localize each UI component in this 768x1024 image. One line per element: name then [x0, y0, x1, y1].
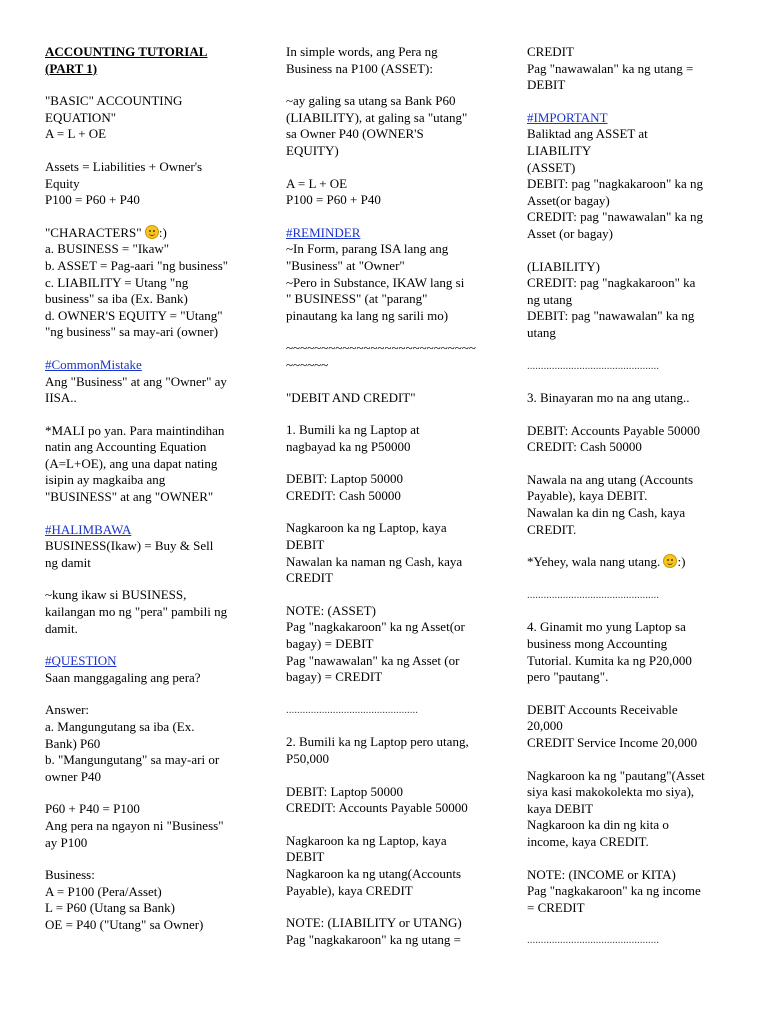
text-line: A = P100 (Pera/Asset)	[45, 883, 162, 899]
text-line: Answer:	[45, 702, 90, 718]
text-line: A = L + OE	[286, 175, 348, 191]
text-line: CREDIT: pag "nagkakaroon" ka	[527, 275, 696, 291]
text-line: A = L + OE	[45, 126, 107, 142]
text-line: Ang "Business" at ang "Owner" ay	[45, 373, 227, 389]
text-line: L = P60 (Utang sa Bank)	[45, 900, 175, 916]
text-line: owner P40	[45, 768, 101, 784]
text-line: ng utang	[527, 291, 573, 307]
text-paragraph	[45, 225, 250, 341]
text-paragraph	[527, 390, 727, 407]
text-line: Payable), kaya DEBIT.	[527, 488, 648, 504]
text-paragraph	[286, 603, 486, 686]
text-paragraph	[286, 784, 486, 817]
dotted-separator	[286, 702, 486, 719]
text-line: CREDIT: Accounts Payable 50000	[286, 800, 468, 816]
text-line: c. LIABILITY = Utang "ng	[45, 274, 189, 290]
text-line: Pag "nawawalan" ka ng utang =	[527, 60, 694, 76]
text-line: LIABILITY	[527, 142, 592, 158]
text-line: Nagkaroon ka ng Laptop, kaya	[286, 832, 447, 848]
text-paragraph	[286, 471, 486, 504]
text-line: CREDIT: Cash 50000	[527, 439, 642, 455]
text-line: pero "pautang".	[527, 669, 609, 685]
smiley-icon	[145, 225, 159, 239]
text-line: P100 = P60 + P40	[45, 192, 140, 208]
text-paragraph	[527, 619, 727, 685]
text-line: Equity	[45, 175, 80, 191]
text-line: Nagkaroon ka ng "pautang"(Asset	[527, 767, 705, 783]
text-line: CREDIT	[286, 570, 333, 586]
text-line: EQUITY)	[286, 142, 339, 158]
text-line: "BASIC" ACCOUNTING	[45, 93, 183, 109]
text-line: Bank) P60	[45, 735, 101, 751]
text-line: EQUATION"	[45, 109, 117, 125]
text-paragraph	[45, 801, 250, 851]
text-line: Assets = Liabilities + Owner's	[45, 158, 203, 174]
text-line: Saan manggagaling ang pera?	[45, 669, 201, 685]
dotted-separator	[527, 587, 727, 604]
text-line: NOTE: (INCOME or KITA)	[527, 866, 676, 882]
text-line: NOTE: (LIABILITY or UTANG)	[286, 915, 462, 931]
text-line: isipin ay magkaiba ang	[45, 472, 166, 488]
text-line: IISA..	[45, 390, 77, 406]
text-line: a. BUSINESS = "Ikaw"	[45, 241, 170, 257]
text-line: ng damit	[45, 554, 91, 570]
text-line: bagay) = DEBIT	[286, 636, 374, 652]
text-line: CREDIT	[527, 44, 574, 59]
text-paragraph	[286, 734, 486, 767]
text-line: ................................................	[286, 703, 418, 716]
text-line: *MALI po yan. Para maintindihan	[45, 422, 225, 438]
text-paragraph	[527, 423, 727, 456]
text-line: Nawala na ang utang (Accounts	[527, 471, 694, 487]
text-line: P50,000	[286, 751, 329, 766]
text-line: b. "Mangungutang" sa may-ari or	[45, 752, 220, 768]
text-line: Nawalan ka din ng Cash, kaya	[527, 505, 686, 521]
text-line: (LIABILITY), at galing sa "utang"	[286, 109, 468, 125]
text-paragraph	[45, 423, 250, 506]
text-paragraph	[527, 110, 727, 243]
text-line: OE = P40 ("Utang" sa Owner)	[45, 916, 204, 932]
text-paragraph	[527, 867, 727, 917]
text-line: P60 + P40 = P100	[45, 801, 140, 817]
text-line: DEBIT	[286, 537, 325, 553]
text-paragraph	[527, 554, 727, 571]
text-line: DEBIT	[286, 849, 325, 865]
text-line: Nagkaroon ka ng utang(Accounts	[286, 865, 462, 881]
text-line: bagay) = CREDIT	[286, 669, 383, 685]
text-line: BUSINESS(Ikaw) = Buy & Sell	[45, 538, 214, 554]
text-line: CREDIT.	[527, 521, 577, 537]
text-line: 20,000	[527, 718, 563, 734]
text-paragraph	[286, 44, 486, 77]
text-line: a. Mangungutang sa iba (Ex.	[45, 719, 195, 734]
text-line: ................................................	[527, 934, 659, 947]
text-line: 2. Bumili ka ng Laptop pero utang,	[286, 734, 469, 750]
text-line: = CREDIT	[527, 899, 585, 915]
text-line: utang	[527, 324, 556, 340]
text-line: Pag "nagkakaroon" ka ng Asset(or	[286, 619, 465, 635]
text-line: DEBIT	[527, 77, 566, 93]
text-paragraph	[286, 520, 486, 586]
hashtag-link[interactable]: #QUESTION	[45, 653, 117, 669]
text-line: Baliktad ang ASSET at	[527, 126, 648, 142]
text-line: b. ASSET = Pag-aari "ng business"	[45, 257, 229, 273]
text-line: (ASSET)	[527, 159, 576, 175]
text-line: CREDIT: pag "nawawalan" ka ng	[527, 209, 704, 225]
dotted-separator	[527, 358, 727, 375]
text-line: siya kasi makokolekta mo siya),	[527, 784, 695, 800]
text-line: Nagkaroon ka ng Laptop, kaya	[286, 520, 447, 536]
hashtag-link[interactable]: #REMINDER	[286, 224, 361, 240]
text-line: Payable), kaya CREDIT	[286, 882, 413, 898]
dotted-separator	[527, 932, 727, 949]
text-line: Business:	[45, 867, 95, 883]
text-paragraph	[45, 867, 250, 933]
text-paragraph	[286, 422, 486, 455]
text-line: 4. Ginamit mo yung Laptop sa	[527, 619, 686, 635]
text-line: (A=L+OE), ang una dapat nating	[45, 455, 218, 471]
text-line: nagbayad ka ng P50000	[286, 438, 411, 454]
column-3	[527, 44, 727, 965]
text-line: P100 = P60 + P40	[286, 192, 381, 208]
text-line: Nagkaroon ka din ng kita o	[527, 817, 669, 833]
text-line: ~In Form, parang ISA lang ang	[286, 241, 449, 257]
text-line: income, kaya CREDIT.	[527, 833, 649, 849]
text-line: Asset(or bagay)	[527, 192, 610, 208]
text-line: "CHARACTERS" :)	[45, 224, 167, 240]
text-line: Pag "nagkakaroon" ka ng income	[527, 883, 701, 899]
text-line: ACCOUNTING TUTORIAL	[45, 44, 208, 59]
text-paragraph	[286, 915, 486, 948]
text-paragraph	[45, 93, 250, 143]
text-line: business mong Accounting	[527, 636, 668, 652]
text-paragraph	[286, 93, 486, 159]
text-line: ~~~~~~~~~~~~~~~~~~~~~~~~~~~	[286, 340, 476, 356]
text-line: natin ang Accounting Equation	[45, 439, 207, 455]
text-line: ~ay galing sa utang sa Bank P60	[286, 93, 456, 109]
text-line: ................................................	[527, 588, 659, 601]
text-line: business" sa iba (Ex. Bank)	[45, 291, 188, 307]
text-paragraph	[286, 390, 486, 407]
text-line: (PART 1)	[45, 60, 98, 76]
text-line: DEBIT: pag "nawawalan" ka ng	[527, 308, 695, 324]
text-line: DEBIT: Laptop 50000	[286, 471, 404, 487]
text-line: 1. Bumili ka ng Laptop at	[286, 422, 420, 438]
text-paragraph	[286, 176, 486, 209]
text-paragraph	[45, 522, 250, 572]
text-line: kaya DEBIT	[527, 800, 594, 816]
text-paragraph	[45, 653, 250, 686]
column-2	[286, 44, 486, 948]
text-paragraph	[527, 44, 727, 94]
text-line: Business na P100 (ASSET):	[286, 60, 433, 76]
text-paragraph	[45, 702, 250, 785]
text-line: Asset (or bagay)	[527, 225, 613, 241]
text-line: " BUSINESS" (at "parang"	[286, 291, 428, 307]
smiley-icon	[663, 554, 677, 568]
text-line: damit.	[45, 620, 78, 636]
text-line: (LIABILITY)	[527, 258, 600, 274]
text-line: Tutorial. Kumita ka ng P20,000	[527, 652, 692, 668]
text-line: 3. Binayaran mo na ang utang..	[527, 390, 690, 406]
text-line: DEBIT Accounts Receivable	[527, 701, 678, 717]
text-line: Pag "nagkakaroon" ka ng utang =	[286, 931, 461, 947]
hashtag-link[interactable]: #IMPORTANT	[527, 109, 608, 125]
text-line: ay P100	[45, 834, 88, 850]
text-line: "BUSINESS" at ang "OWNER"	[45, 489, 214, 505]
text-line: CREDIT Service Income 20,000	[527, 735, 698, 750]
document-title	[45, 44, 250, 77]
text-line: Nawalan ka naman ng Cash, kaya	[286, 553, 463, 569]
text-line: CREDIT: Cash 50000	[286, 487, 401, 503]
text-line: "ng business" sa may-ari (owner)	[45, 324, 219, 340]
text-paragraph	[527, 768, 727, 851]
text-paragraph	[527, 702, 727, 752]
text-line: kailangan mo ng "pera" pambili ng	[45, 604, 228, 620]
text-line: pinautang ka lang ng sarili mo)	[286, 307, 449, 323]
text-line: ~kung ikaw si BUSINESS,	[45, 587, 187, 603]
text-line: ~~~~~~	[286, 356, 329, 372]
text-line: Pag "nawawalan" ka ng Asset (or	[286, 652, 460, 668]
column-1	[45, 44, 250, 950]
hashtag-link[interactable]: #CommonMistake	[45, 356, 142, 372]
text-line: NOTE: (ASSET)	[286, 602, 376, 618]
text-paragraph	[45, 587, 250, 637]
text-line: DEBIT: Laptop 50000	[286, 783, 404, 799]
hashtag-link[interactable]: #HALIMBAWA	[45, 521, 132, 537]
text-line: DEBIT: Accounts Payable 50000	[527, 422, 701, 438]
text-line: *Yehey, wala nang utang. :)	[527, 554, 686, 570]
text-line: ................................................	[527, 359, 659, 372]
tilde-separator	[286, 340, 486, 373]
text-paragraph	[527, 472, 727, 538]
text-line: "Business" at "Owner"	[286, 257, 405, 273]
text-paragraph	[45, 159, 250, 209]
text-paragraph	[527, 259, 727, 342]
text-line: In simple words, ang Pera ng	[286, 44, 438, 59]
text-line: ~Pero in Substance, IKAW lang si	[286, 274, 465, 290]
text-line: sa Owner P40 (OWNER'S	[286, 126, 424, 142]
text-line: d. OWNER'S EQUITY = "Utang"	[45, 307, 223, 323]
text-paragraph	[286, 833, 486, 899]
text-line: "DEBIT AND CREDIT"	[286, 389, 416, 405]
text-paragraph	[45, 357, 250, 407]
text-paragraph	[286, 225, 486, 325]
text-line: Ang pera na ngayon ni "Business"	[45, 817, 224, 833]
text-line: DEBIT: pag "nagkakaroon" ka ng	[527, 176, 704, 192]
